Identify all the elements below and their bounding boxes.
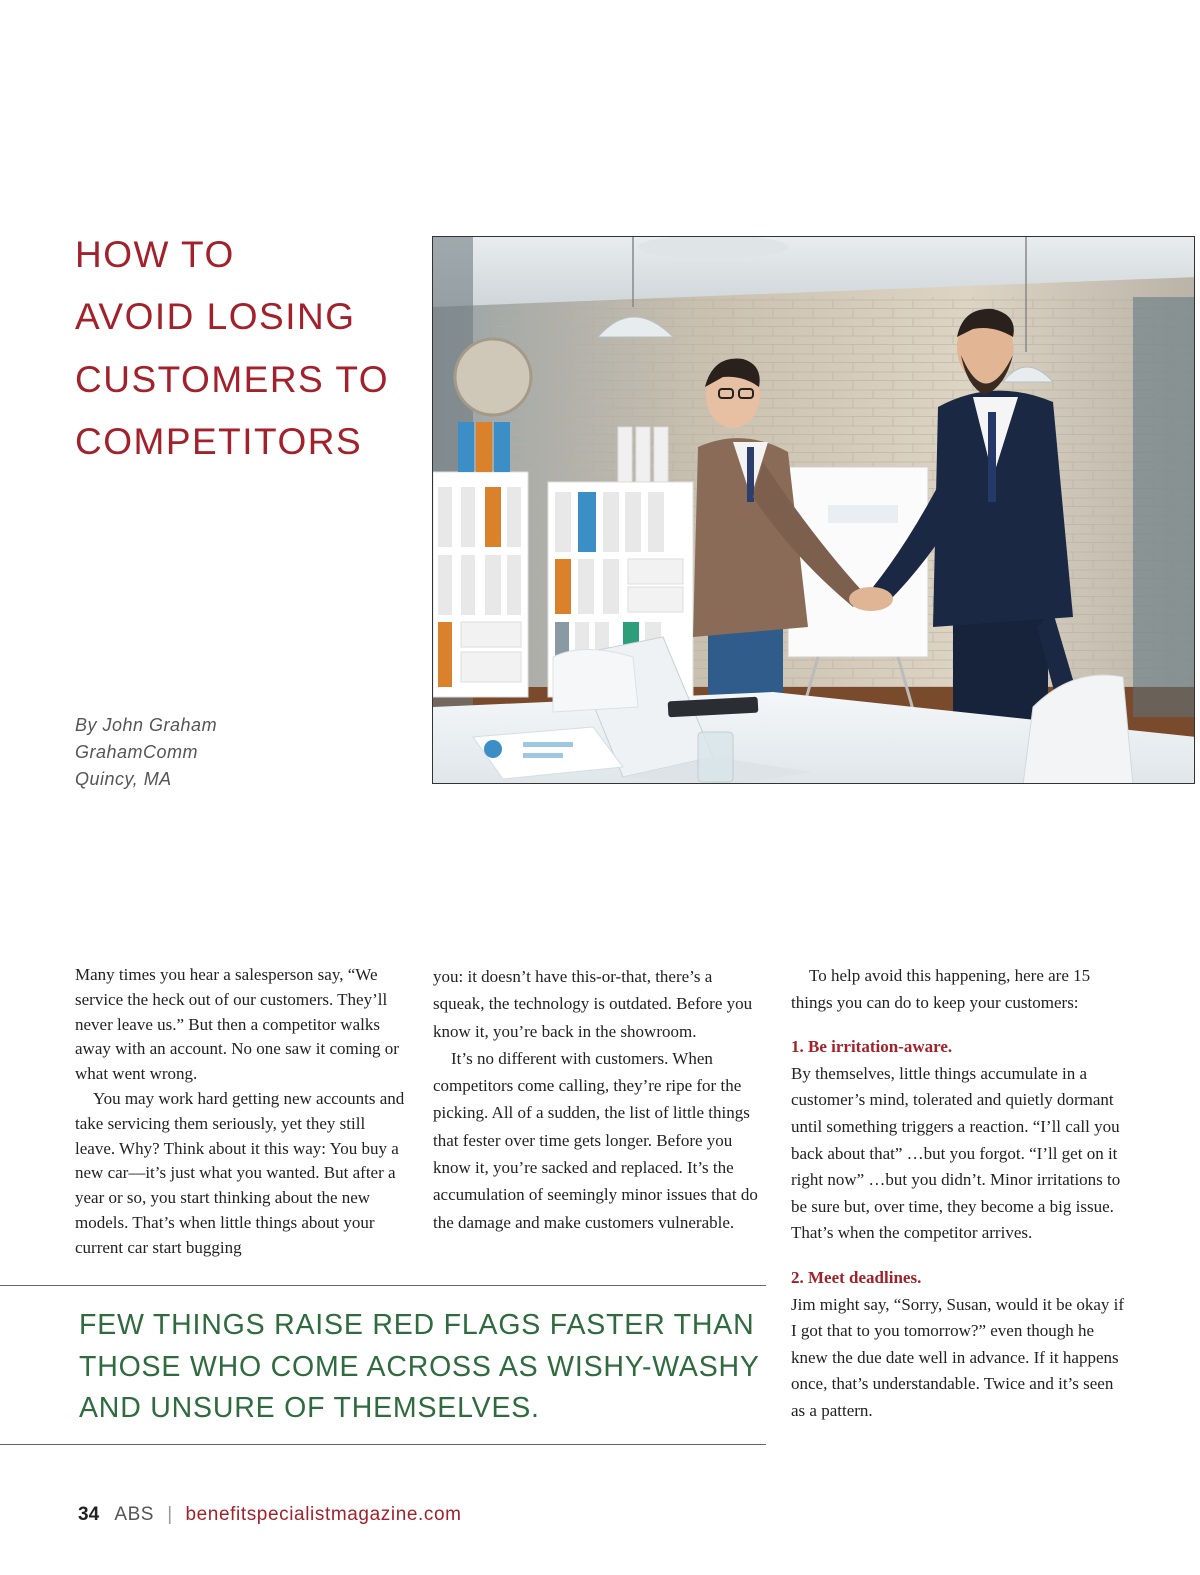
title-line-3: CUSTOMERS TO xyxy=(75,359,390,400)
pullquote-line-3: AND UNSURE OF THEMSELVES. xyxy=(79,1392,540,1424)
byline xyxy=(75,712,217,793)
col3-intro: To help avoid this happening, here are 15 things you can do to keep your customers: xyxy=(791,966,1091,1012)
handshake-office-photo xyxy=(432,236,1195,784)
col1-paragraph-2: You may work hard getting new accounts and take servicing them seriously, yet they still leave. Why? Think about it this way: You buy a new car—it’s just what you wanted. But after a year or so, you start thinking about the new models. That’s when little things about your current car start bugging xyxy=(75,1088,405,1257)
col3-body-1: By themselves, little things accumulate in a customer’s mind, tolerated and quietly dormant until something triggers a reaction. “I’ll call you back about that” …but you forgot. “I’ll get on it right now” …but you didn’t. Minor irritations to be sure but, over time, they become a big issue. That’s when the competitor arrives. xyxy=(791,1063,1121,1243)
pullquote xyxy=(79,1305,759,1430)
col3-body-2: Jim might say, “Sorry, Susan, would it be okay if I got that to you tomorrow?” even though he knew the due date well in advance. If it happens once, that’s understandable. Twice and it’s seen as a pattern. xyxy=(791,1294,1125,1420)
pullquote-bottom-rule xyxy=(0,1444,766,1445)
body-column-3 xyxy=(791,963,1126,1425)
title-line-2: AVOID LOSING xyxy=(75,296,356,337)
col1-paragraph-1: Many times you hear a salesperson say, “We service the heck out of our customers. They’ll never leave us.” But then a competitor walks away with an account. No one saw it coming or what went wrong. xyxy=(75,965,399,1084)
page-footer xyxy=(78,1504,462,1526)
footer-separator: | xyxy=(167,1504,173,1525)
title-line-4: COMPETITORS xyxy=(75,421,363,462)
page-number: 34 xyxy=(78,1504,100,1525)
subhead-meet-deadlines: 2. Meet deadlines. xyxy=(791,1267,922,1287)
pullquote-top-rule xyxy=(0,1285,766,1286)
col2-paragraph-2: It’s no different with customers. When competitors come calling, they’re ripe for the picking. All of a sudden, the list of little things that fester over time gets longer. Before you know it, you’re sacked and replaced. It’s the accumulation of seemingly minor issues that do the damage and make customers vulnerable. xyxy=(433,1048,758,1232)
title-line-1: HOW TO xyxy=(75,234,235,275)
col2-paragraph-1: you: it doesn’t have this-or-that, there’s a squeak, the technology is outdated. Before you know it, you’re back in the showroom. xyxy=(433,967,753,1041)
publication-name: ABS xyxy=(114,1504,154,1525)
subhead-irritation-aware: 1. Be irritation-aware. xyxy=(791,1037,953,1057)
byline-author: By John Graham xyxy=(75,715,218,735)
pullquote-line-2: THOSE WHO COME ACROSS AS WISHY-WASHY xyxy=(79,1350,760,1383)
byline-location: Quincy, MA xyxy=(75,769,172,789)
byline-company: GrahamComm xyxy=(75,742,199,762)
website-link[interactable]: benefitspecialistmagazine.com xyxy=(185,1504,462,1525)
body-column-2 xyxy=(433,963,763,1236)
body-column-1 xyxy=(75,963,407,1261)
pullquote-line-1: FEW THINGS RAISE RED FLAGS FASTER THAN xyxy=(79,1309,755,1341)
